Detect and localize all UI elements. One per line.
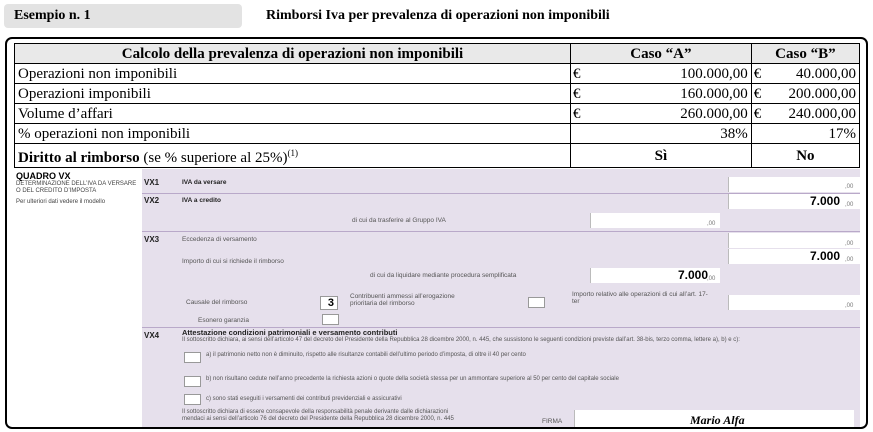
row-label: Operazioni imponibili: [15, 84, 571, 104]
vx1-field[interactable]: [728, 177, 860, 192]
row-label: Volume d’affari: [15, 104, 571, 124]
table-header-row: [15, 44, 860, 64]
contrib-checkbox[interactable]: [528, 297, 545, 308]
currency-symbol: €: [751, 64, 765, 84]
vx3-simplified-label: di cui da liquidare mediante procedura semplificata: [370, 272, 517, 279]
esonero-checkbox[interactable]: [322, 314, 339, 325]
vx2-decimals: ,00: [845, 202, 854, 208]
case-a-value: 160.000,00: [585, 84, 752, 104]
firma-label: FIRMA: [542, 418, 563, 425]
case-a-right: Sì: [571, 144, 752, 168]
currency-symbol: €: [571, 104, 585, 124]
vx4-intro: Il sottoscritto dichiara, ai sensi dell’articolo 47 del decreto del Presidente della Repubblica 28 dicembre 2000, n. 445, che sussistono le seguenti condizioni previste dall’art. 38-bis, terzo comma, lettere a), b) e c):: [182, 337, 740, 343]
case-a-value: 260.000,00: [585, 104, 752, 124]
condition-a-checkbox[interactable]: [184, 352, 201, 363]
vx2-label: IVA a credito: [182, 197, 222, 204]
case-b-percent: 17%: [751, 124, 859, 144]
declaration-text: Il sottoscritto dichiara di essere consapevole della responsabilità penale derivante dalle dichiarazioni mendaci ai sensi dell’articolo 76 del decreto del Presidente della Repubblica 28 dicembre 2000, n. 445: [182, 409, 454, 422]
example-label: Esempio n. 1: [4, 4, 242, 28]
table-row: [15, 104, 860, 124]
col-header-case-a: Caso “A”: [571, 44, 752, 64]
row-label: [15, 144, 571, 168]
quadro-note: Per ulteriori dati vedere il modello: [16, 199, 106, 205]
vx1-label: IVA da versare: [182, 179, 227, 186]
quadro-title: QUADRO VX: [16, 171, 71, 181]
divider: [142, 231, 860, 232]
case-b-value: 200.000,00: [765, 84, 859, 104]
vx3-request-value: 7.000: [809, 249, 840, 263]
currency-symbol: €: [751, 104, 765, 124]
condition-b-text: b) non risultano cedute nell’anno precedente la richiesta azioni o quote della società stessa per un ammontare superiore al 50 per cento del capitale sociale: [206, 376, 619, 382]
case-b-value: 40.000,00: [765, 64, 859, 84]
currency-symbol: €: [571, 64, 585, 84]
currency-symbol: €: [571, 84, 585, 104]
importo-decimals: ,00: [845, 303, 854, 309]
row-label: % operazioni non imponibili: [15, 124, 571, 144]
vx3-simplified-decimals: ,00: [707, 276, 716, 282]
prevalence-table: [14, 43, 860, 168]
example-frame: [5, 37, 868, 429]
importo-field[interactable]: [728, 295, 860, 310]
condition-c-checkbox[interactable]: [184, 394, 201, 405]
col-header-calc: Calcolo della prevalenza di operazioni non imponibili: [15, 44, 571, 64]
form-body: [142, 169, 860, 427]
table-row-percent: [15, 124, 860, 144]
vx2-sub-field[interactable]: [590, 213, 720, 228]
vx3-code: VX3: [144, 235, 160, 244]
vx4-code: VX4: [144, 331, 160, 340]
vx3-field[interactable]: [728, 233, 860, 248]
row-label: Operazioni non imponibili: [15, 64, 571, 84]
condition-b-checkbox[interactable]: [184, 376, 201, 387]
quadro-description: DETERMINAZIONE DELL’IVA DA VERSARE O DEL CREDITO D’IMPOSTA: [16, 181, 137, 194]
right-label: Diritto al rimborso: [18, 150, 140, 166]
esonero-label: Esonero garanzia: [198, 317, 249, 324]
signature: Mario Alfa: [690, 413, 745, 427]
vx2-sub-decimals: ,00: [707, 221, 716, 227]
right-note: (se % superiore al 25%): [143, 150, 288, 166]
case-a-value: 100.000,00: [585, 64, 752, 84]
condition-a-text: a) il patrimonio netto non è diminuito, rispetto alle risultanze contabili dell’ultimo periodo d’imposta, di oltre il 40 per cento: [206, 352, 526, 358]
vx3-label: Eccedenza di versamento: [182, 236, 257, 243]
table-row: [15, 84, 860, 104]
footnote-ref: (1): [287, 148, 299, 158]
condition-c-text: c) sono stati eseguiti i versamenti dei contributi previdenziali e assicurativi: [206, 396, 402, 402]
importo-label: Importo relativo alle operazioni di cui all’art. 17-ter: [572, 291, 708, 305]
vx2-sub-label: di cui da trasferire al Gruppo IVA: [352, 217, 446, 224]
quadro-header: [16, 171, 140, 206]
col-header-case-b: Caso “B”: [751, 44, 859, 64]
vx3-request-label: Importo di cui si richiede il rimborso: [182, 258, 284, 265]
vx4-title: Attestazione condizioni patrimoniali e versamento contributi: [182, 328, 398, 337]
vx1-code: VX1: [144, 178, 160, 187]
vx1-decimals: ,00: [845, 184, 854, 190]
causale-label: Causale del rimborso: [186, 299, 248, 306]
table-row-right: [15, 144, 860, 168]
vx3-request-decimals: ,00: [845, 257, 854, 263]
vx-form-excerpt: [14, 169, 860, 427]
case-b-right: No: [751, 144, 859, 168]
causale-value: 3: [327, 297, 334, 309]
vx2-code: VX2: [144, 196, 160, 205]
page-title: Rimborsi Iva per prevalenza di operazioni non imponibili: [266, 8, 610, 23]
contrib-label: Contribuenti ammessi all’erogazione prioritaria del rimborso: [350, 293, 455, 307]
vx3-decimals: ,00: [845, 241, 854, 247]
currency-symbol: €: [751, 84, 765, 104]
vx2-value: 7.000: [809, 194, 840, 208]
table-row: [15, 64, 860, 84]
case-b-value: 240.000,00: [765, 104, 859, 124]
case-a-percent: 38%: [571, 124, 752, 144]
vx3-simplified-value: 7.000: [677, 268, 708, 282]
